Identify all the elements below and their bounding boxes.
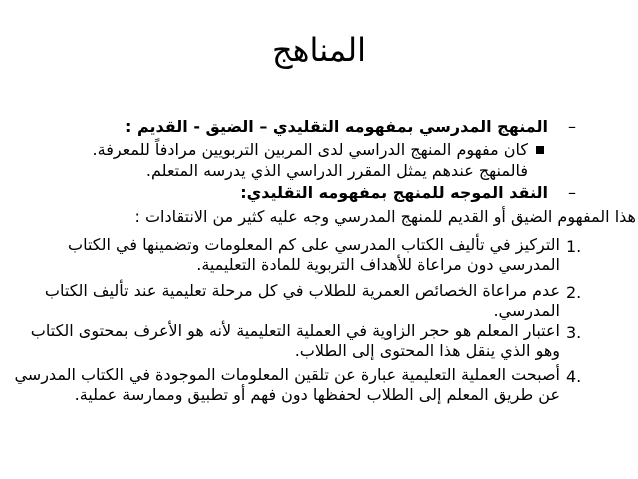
item-4-line-1: أصبحت العملية التعليمية عبارة عن تلقين المعلومات الموجودة في الكتاب المدرسي	[14, 365, 560, 384]
item-3-line-1: اعتبار المعلم هو حجر الزاوية في العملية التعليمية لأنه هو الأعرف بمحتوى الكتاب	[30, 321, 560, 340]
item-2-line-1: عدم مراعاة الخصائص العمرية للطلاب في كل مرحلة تعليمية عند تأليف الكتاب	[44, 281, 560, 300]
heading-2: النقد الموجه للمنهج بمفهومه التقليدي:	[240, 183, 548, 202]
item-3-number: 3.	[566, 323, 582, 342]
item-2-number: 2.	[566, 283, 582, 302]
bullet-1-line-1: كان مفهوم المنهج الدراسي لدى المربين التربويين مرادفاً للمعرفة.	[92, 140, 528, 159]
heading-1: المنهج المدرسي بمفهومه التقليدي – الضيق - القديم :	[124, 117, 548, 136]
item-2-line-2: المدرسي.	[493, 301, 560, 320]
item-1-line-1: التركيز في تأليف الكتاب المدرسي على كم المعلومات وتضمينها في الكتاب	[68, 235, 560, 254]
heading-2-dash: –	[568, 183, 576, 202]
heading-1-dash: –	[568, 117, 576, 136]
item-1-number: 1.	[566, 237, 582, 256]
slide-title: المناهج	[271, 31, 367, 69]
criticism-intro: هذا المفهوم الضيق أو القديم للمنهج المدرسي وجه عليه كثير من الانتقادات :	[134, 207, 636, 226]
item-3-line-2: وهو الذي ينقل هذا المحتوى إلى الطلاب.	[294, 341, 560, 360]
bullet-1-line-2: فالمنهج عندهم يمثل المقرر الدراسي الذي يدرسه المتعلم.	[145, 161, 528, 180]
item-4-number: 4.	[566, 367, 582, 386]
item-1-line-2: المدرسي دون مراعاة للأهداف التربوية للمادة التعليمية.	[196, 255, 560, 274]
square-bullet-icon	[536, 146, 544, 154]
item-4-line-2: عن طريق المعلم إلى الطلاب لحفظها دون فهم أو تطبيق وممارسة عملية.	[74, 385, 560, 404]
